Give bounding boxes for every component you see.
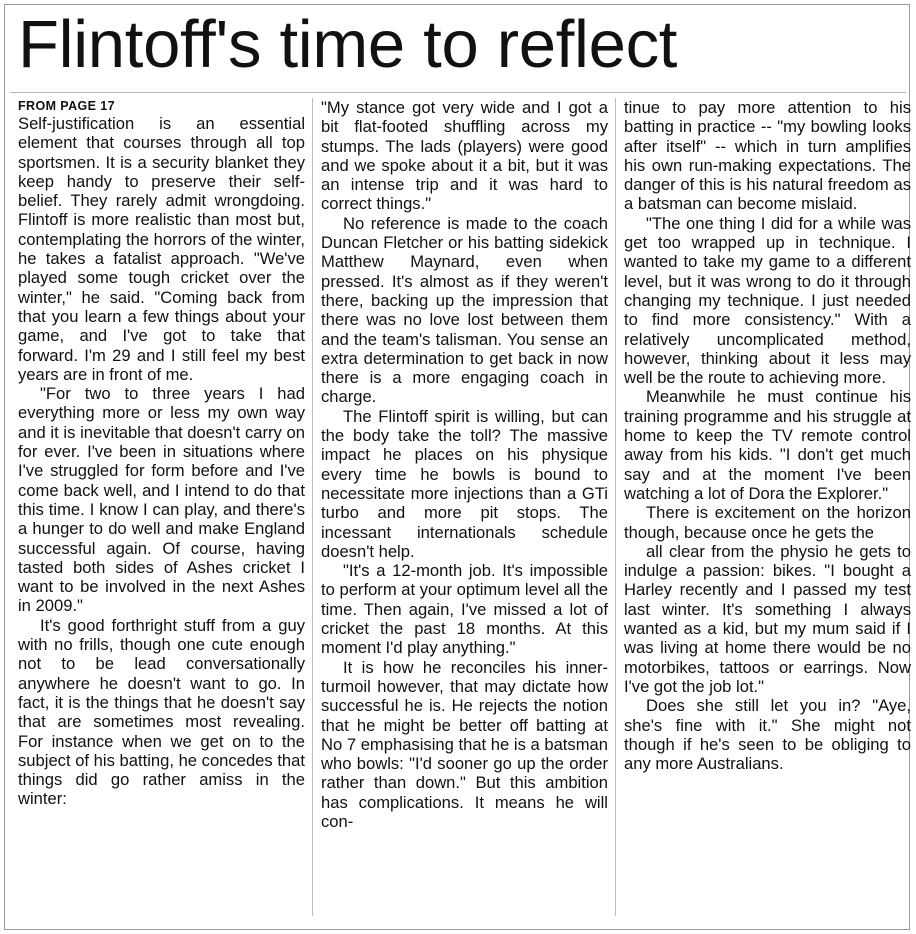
paragraph: No reference is made to the coach Duncan Fletcher or his batting sidekick Matthew Maynard, even when pressed. It's almost as if they weren't there, backing up the impression that there was no love lost between them and the team's talisman. You sense an extra determination to get back in now there is a more engaging coach in charge.	[321, 213, 608, 407]
paragraph: Does she still let you in? "Aye, she's fine with it." She might not though if he's seen to be obliging to any more Australians.	[624, 696, 911, 774]
column-divider	[615, 98, 616, 916]
paragraph: It's good forthright stuff from a guy with no frills, though one cute enough not to be lead conversationally anywhere he doesn't want to go. In fact, it is the things that he doesn't say that are sometimes most revealing. For instance when we get on to the subject of his batting, he concedes that things did go rather amiss in the winter:	[18, 615, 305, 809]
paragraph: The Flintoff spirit is willing, but can the body take the toll? The massive impact he places on his physique every time he bowls is bound to necessitate more injections than a GTi turbo and more pit stops. The incessant internationals schedule doesn't help.	[321, 406, 608, 561]
headline-rule	[10, 92, 906, 93]
paragraph: It is how he reconciles his inner-turmoil however, that may dictate how successful he is. He rejects the notion that he might be better off batting at No 7 emphasising that he is a batsman who bowls: "I'd sooner go up the order rather than down." But this ambition has complications. It means he will con-	[321, 657, 608, 831]
paragraph: "My stance got very wide and I got a bit flat-footed shuffling across my stumps. The lads (players) were good and we spoke about it a bit, but it was an intense trip and it was hard to correct things."	[321, 98, 608, 214]
paragraph: There is excitement on the horizon though, because once he gets the	[624, 503, 911, 542]
paragraph: tinue to pay more attention to his batting in practice -- "my bowling looks after itself" -- which in turn amplifies his own run-making expectations. The danger of this is his natural freedom as a batsman can become mislaid.	[624, 98, 911, 214]
headline: Flintoff's time to reflect	[18, 7, 678, 82]
paragraph: "The one thing I did for a while was get too wrapped up in technique. I wanted to take my game to a different level, but it was wrong to do it through changing my technique. I just needed to find more consistency." With a relatively uncomplicated method, however, thinking about it less may well be the route to achieving more.	[624, 213, 911, 388]
paragraph: Meanwhile he must continue his training programme and his struggle at home to keep the TV remote control away from his kids. "I don't get much say and at the moment I've been watching a lot of Dora the Explorer."	[624, 387, 911, 503]
paragraph: "It's a 12-month job. It's impossible to perform at your optimum level all the time. Then again, I've missed a lot of cricket the past 18 months. At this moment I'd play anything."	[321, 561, 608, 658]
paragraph: "For two to three years I had everything more or less my own way and it is inevitable that doesn't carry on for ever. I've been in situations where I've struggled for form before and I've come back well, and I intend to do that this time. I know I can play, and there's a hunger to do well and make England successful again. Of course, having tasted both sides of Ashes cricket I want to be involved in the next Ashes in 2009."	[18, 384, 305, 616]
article-column-3	[624, 98, 911, 773]
paragraph: all clear from the physio he gets to indulge a passion: bikes. "I bought a Harley recently and I passed my test last winter. It's something I always wanted as a kid, but my mum said if I was living at home there would be no motorbikes, tattoos or earrings. Now I've got the job lot."	[624, 541, 911, 696]
paragraph: Self-justification is an essential element that courses through all top sportsmen. It is a security blanket they keep handy to preserve their self-belief. They rarely admit wrongdoing. Flintoff is more realistic than most but, contemplating the horrors of the winter, he takes a fatalist approach. "We've played some tough cricket over the winter," he said. "Coming back from that you learn a few things about your game, and I've got to take that forward. I'm 29 and I still feel my best years are in front of me.	[18, 114, 305, 384]
kicker: FROM PAGE 17	[18, 99, 115, 113]
article-column-2	[321, 98, 608, 831]
column-divider	[312, 98, 313, 916]
article-column-1	[18, 98, 305, 809]
